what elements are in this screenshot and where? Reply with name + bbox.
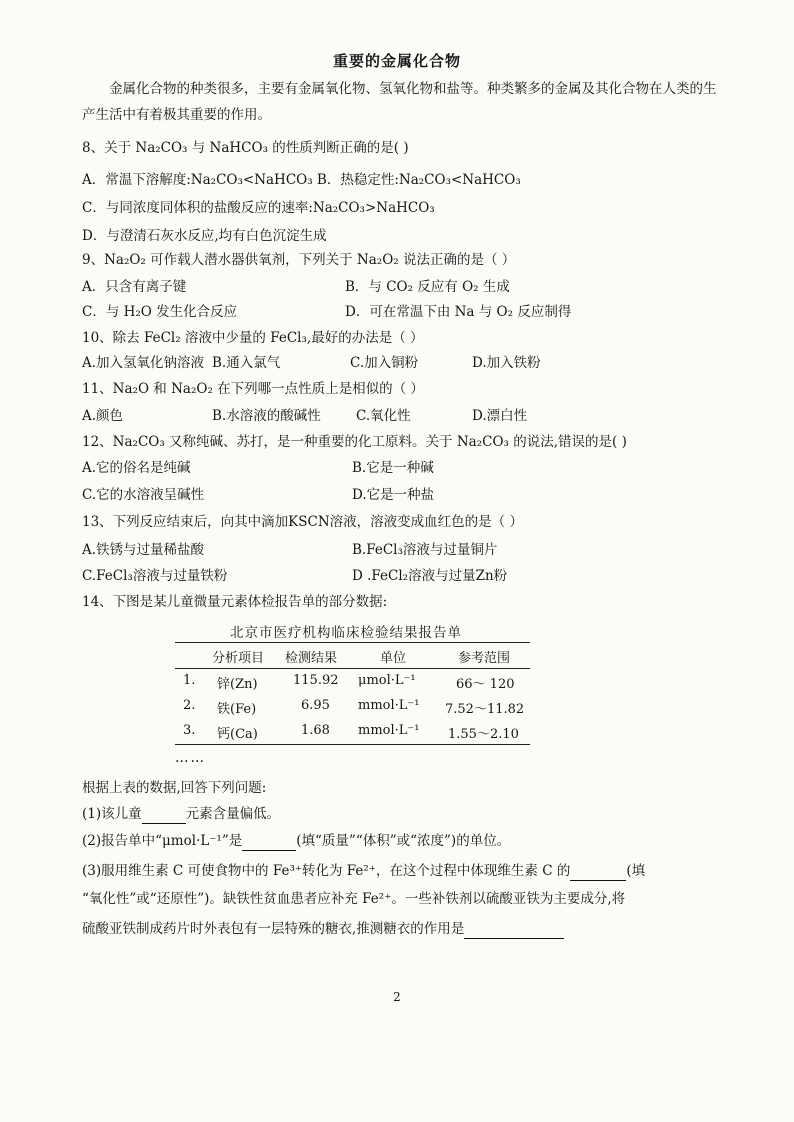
part2-text-b: (填“质量”“体积”或“浓度”)的单位。 — [296, 833, 511, 849]
q13-option-c: C.FeCl₃溶液与过量铁粉 — [82, 568, 228, 584]
row-result: 6.95 — [301, 698, 330, 713]
q10-option-a: A.加入氢氧化钠溶液 — [82, 355, 205, 371]
row-range: 66～ 120 — [456, 677, 515, 692]
part3-text-b: (填 — [626, 863, 646, 879]
q13-stem: 13、下列反应结束后，向其中滴加KSCN溶液，溶液变成血红色的是（ ） — [82, 514, 523, 530]
q10-option-b: B.通入氯气 — [212, 355, 281, 371]
q12-option-c: C.它的水溶液呈碱性 — [82, 487, 205, 503]
q10-option-c: C.加入铜粉 — [350, 355, 419, 371]
q14-part3-line3 — [82, 919, 564, 939]
table-row — [0, 673, 794, 693]
q11-stem: 11、Na₂O 和 Na₂O₂ 在下列哪一点性质上是相似的（ ） — [82, 381, 424, 397]
q9-option-a: A．只含有离子键 — [82, 279, 187, 295]
page-title: 重要的金属化合物 — [332, 52, 461, 70]
q9-option-d: D．可在常温下由 Na 与 O₂ 反应制得 — [345, 304, 572, 320]
q12-stem: 12、Na₂CO₃ 又称纯碱、苏打，是一种重要的化工原料。关于 Na₂CO₃ 的说法,错误的是( ) — [82, 434, 627, 450]
part3-line3-text: 硫酸亚铁制成药片时外表包有一层特殊的糖衣,推测糖衣的作用是 — [82, 921, 465, 937]
answer-blank-3[interactable] — [570, 866, 626, 881]
row-result: 115.92 — [293, 673, 339, 688]
row-item: 铁(Fe) — [217, 702, 257, 717]
row-range: 1.55～2.10 — [448, 727, 519, 742]
q12-option-d: D.它是一种盐 — [352, 487, 435, 503]
q14-part3-line2: “氧化性”或“还原性”)。缺铁性贫血患者应补充 Fe²⁺。一些补铁剂以硫酸亚铁为主要成分,将 — [82, 891, 626, 907]
q8-option-c: C．与同浓度同体积的盐酸反应的速率:Na₂CO₃>NaHCO₃ — [82, 200, 435, 216]
q13-option-b: B.FeCl₃溶液与过量铜片 — [352, 542, 498, 558]
row-item: 锌(Zn) — [217, 677, 258, 692]
report-ellipsis: …… — [175, 750, 206, 766]
answer-blank-2[interactable] — [242, 836, 296, 851]
row-number: 3. — [183, 723, 196, 738]
q9-option-c: C．与 H₂O 发生化合反应 — [82, 304, 238, 320]
q10-stem: 10、除去 FeCl₂ 溶液中少量的 FeCl₃,最好的办法是（ ） — [82, 330, 424, 346]
report-header-item: 分析项目 — [212, 651, 265, 666]
q14-stem: 14、下图是某儿童微量元素体检报告单的部分数据: — [82, 594, 388, 610]
table-row — [0, 698, 794, 718]
report-top-rule — [175, 642, 530, 643]
q9-stem: 9、Na₂O₂ 可作载人潜水器供氧剂，下列关于 Na₂O₂ 说法正确的是（ ） — [82, 252, 516, 268]
q12-option-a: A.它的俗名是纯碱 — [82, 460, 191, 476]
q11-option-b: B.水溶液的酸碱性 — [212, 408, 321, 424]
row-number: 1. — [183, 673, 196, 688]
q10-option-d: D.加入铁粉 — [472, 355, 541, 371]
row-unit: mmol·L⁻¹ — [358, 723, 420, 738]
q14-part2 — [82, 831, 510, 851]
answer-blank-4[interactable] — [464, 924, 564, 939]
row-unit: mmol·L⁻¹ — [358, 698, 420, 713]
part1-text-b: 元素含量偏低。 — [185, 806, 281, 822]
report-header-result: 检测结果 — [285, 651, 338, 666]
part2-text-a: (2)报告单中“μmol·L⁻¹”是 — [82, 833, 243, 849]
q8-stem: 8、关于 Na₂CO₃ 与 NaHCO₃ 的性质判断正确的是( ) — [82, 140, 409, 156]
q8-option-ab: A．常温下溶解度:Na₂CO₃<NaHCO₃ B．热稳定性:Na₂CO₃<NaHCO₃ — [82, 172, 521, 188]
part1-text-a: (1)该儿童 — [82, 806, 142, 822]
q13-option-d: D .FeCl₂溶液与过量Zn粉 — [352, 568, 508, 584]
q11-option-d: D.漂白性 — [472, 408, 528, 424]
q14-lead: 根据上表的数据,回答下列问题: — [82, 780, 267, 796]
report-bottom-rule — [175, 744, 530, 745]
page-number: 2 — [393, 990, 401, 1004]
q11-option-a: A.颜色 — [82, 408, 124, 424]
intro-paragraph: 金属化合物的种类很多，主要有金属氧化物、氢氧化物和盐等。种类繁多的金属及其化合物在人类的生产生活中有着极其重要的作用。 — [82, 81, 717, 123]
report-header-rule — [175, 668, 530, 669]
q8-option-d: D．与澄清石灰水反应,均有白色沉淀生成 — [82, 228, 327, 244]
table-row — [0, 723, 794, 743]
row-item: 钙(Ca) — [217, 727, 258, 742]
q14-part3-line1 — [82, 861, 645, 881]
row-unit: μmol·L⁻¹ — [358, 673, 416, 688]
part3-text-a: (3)服用维生素 C 可使食物中的 Fe³⁺转化为 Fe²⁺，在这个过程中体现维生素 C 的 — [82, 863, 571, 879]
q12-option-b: B.它是一种碱 — [352, 460, 434, 476]
q13-option-a: A.铁锈与过量稀盐酸 — [82, 542, 205, 558]
report-title: 北京市医疗机构临床检验结果报告单 — [230, 625, 462, 641]
answer-blank-1[interactable] — [142, 809, 186, 824]
report-header-range: 参考范围 — [458, 651, 511, 666]
q14-part1 — [82, 804, 280, 824]
q9-option-b: B．与 CO₂ 反应有 O₂ 生成 — [345, 279, 510, 295]
row-result: 1.68 — [301, 723, 330, 738]
report-header-unit: 单位 — [380, 651, 407, 666]
row-range: 7.52～11.82 — [445, 702, 525, 717]
q11-option-c: C.氧化性 — [356, 408, 411, 424]
report-header-row — [0, 647, 794, 667]
row-number: 2. — [183, 698, 196, 713]
